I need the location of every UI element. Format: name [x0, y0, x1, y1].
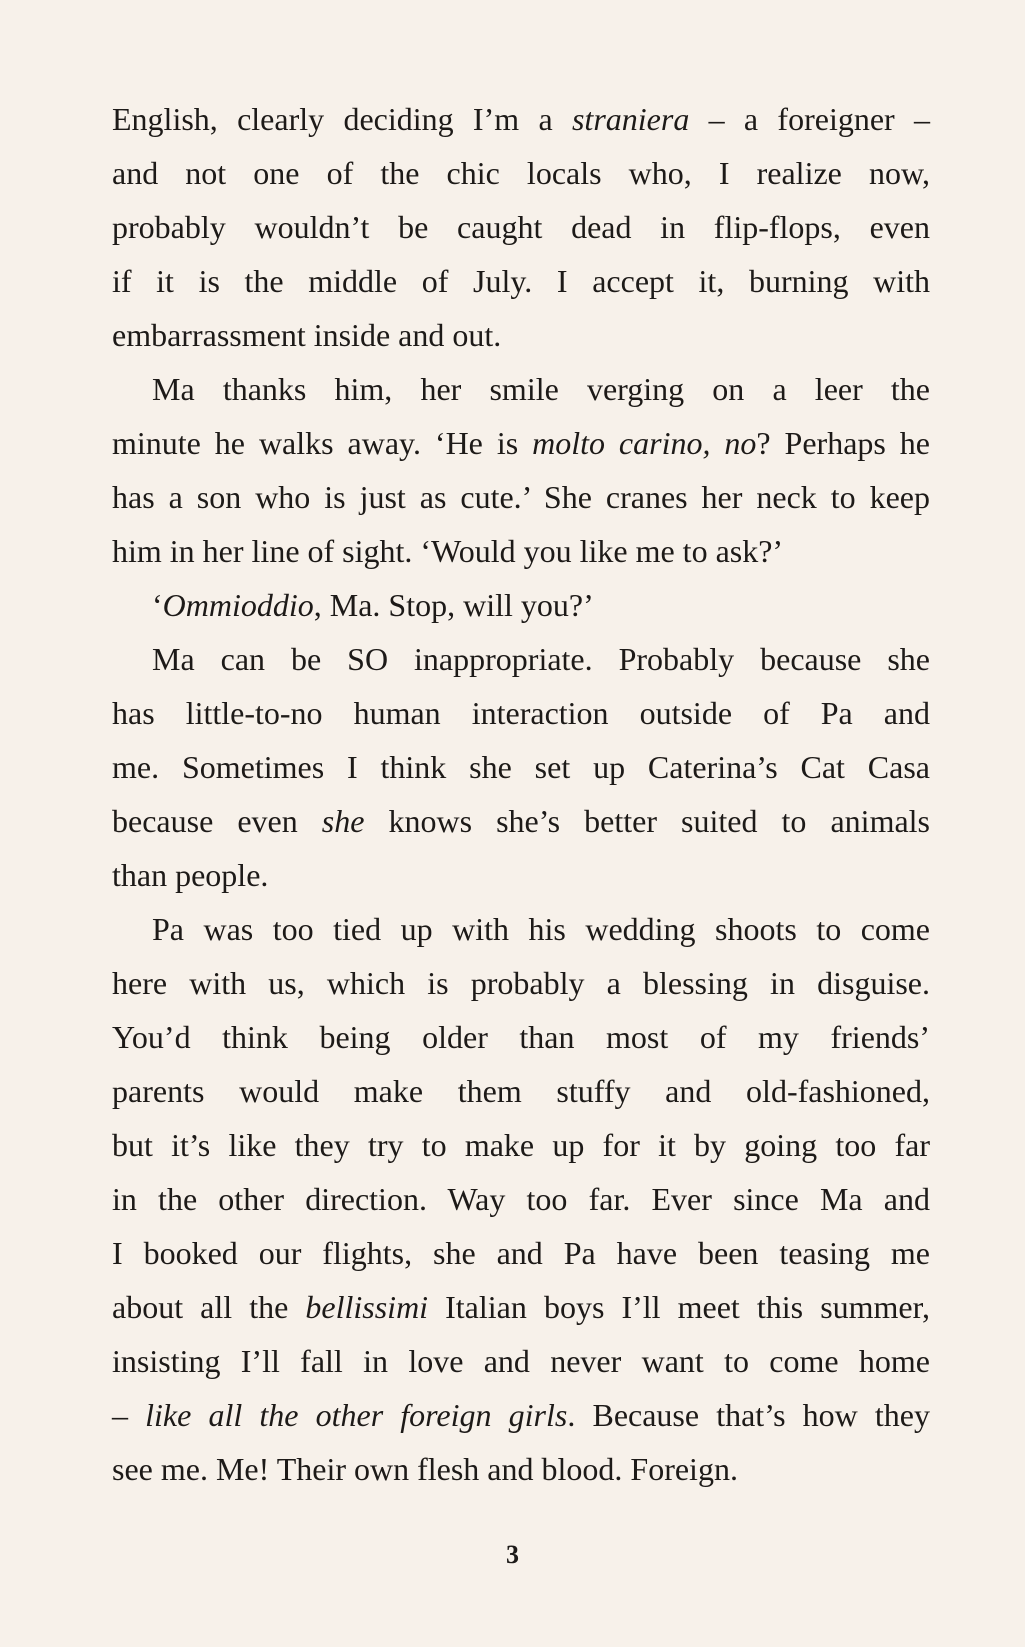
text-line: because even she knows she’s better suited to animals: [112, 803, 931, 839]
text-line: I booked our flights, she and Pa have been teasing me: [112, 1235, 930, 1271]
italic-text: bellissimi: [305, 1289, 429, 1325]
text-line: has little-to-no human interaction outside of Pa and: [112, 695, 930, 731]
text-line: insisting I’ll fall in love and never want to come home: [112, 1343, 930, 1379]
text-line: parents would make them stuffy and old-fashioned,: [112, 1073, 930, 1109]
text-line: minute he walks away. ‘He is molto carino, no? Perhaps he: [112, 425, 931, 461]
text-line: him in her line of sight. ‘Would you like me to ask?’: [112, 533, 784, 569]
text-line: than people.: [112, 857, 269, 893]
text-line: probably wouldn’t be caught dead in flip-flops, even: [112, 209, 930, 245]
text-line: Pa was too tied up with his wedding shoots to come: [152, 911, 930, 947]
text-line: me. Sometimes I think she set up Caterina’s Cat Casa: [112, 749, 930, 785]
text-line: here with us, which is probably a blessing in disguise.: [112, 965, 930, 1001]
italic-text: molto carino, no: [532, 425, 757, 461]
body-text: [112, 92, 930, 1496]
text-line: Ma thanks him, her smile verging on a leer the: [152, 371, 930, 407]
text-line: Ma can be SO inappropriate. Probably because she: [152, 641, 930, 677]
text-line: in the other direction. Way too far. Ever since Ma and: [112, 1181, 930, 1217]
italic-text: like all the other foreign girls: [145, 1397, 568, 1433]
text-line: see me. Me! Their own flesh and blood. Foreign.: [112, 1451, 738, 1487]
text-line: English, clearly deciding I’m a straniera – a foreigner –: [112, 101, 931, 137]
text-line: if it is the middle of July. I accept it, burning with: [112, 263, 930, 299]
text-line: You’d think being older than most of my friends’: [112, 1019, 930, 1055]
text-line: and not one of the chic locals who, I realize now,: [112, 155, 930, 191]
italic-text: Ommioddio: [162, 587, 314, 623]
text-line: embarrassment inside and out.: [112, 317, 502, 353]
text-line: ‘Ommioddio, Ma. Stop, will you?’: [152, 587, 594, 623]
page-number: 3: [506, 1540, 519, 1569]
italic-text: she: [321, 803, 365, 839]
text-line: about all the bellissimi Italian boys I’ll meet this summer,: [112, 1289, 931, 1325]
text-line: has a son who is just as cute.’ She cranes her neck to keep: [112, 479, 930, 515]
text-line: but it’s like they try to make up for it by going too far: [112, 1127, 930, 1163]
text-line: – like all the other foreign girls. Because that’s how they: [112, 1397, 931, 1433]
italic-text: straniera: [571, 101, 690, 137]
